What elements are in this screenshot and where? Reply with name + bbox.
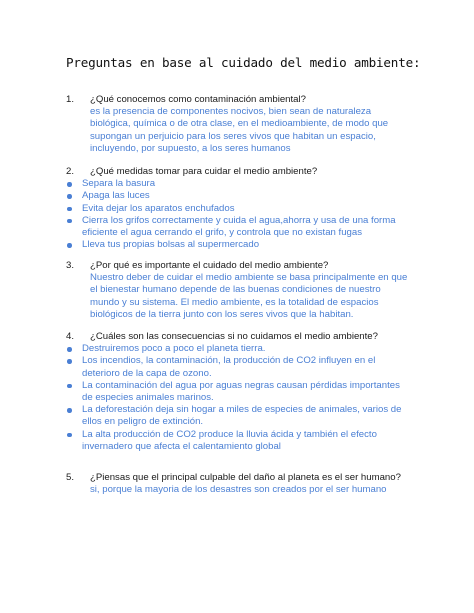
bullet-item (66, 404, 426, 428)
bullet-line: invernadero que afecta el calentamiento global (82, 440, 281, 452)
question-number: 1. (66, 94, 75, 105)
question-text: ¿Por qué es importante el cuidado del medio ambiente? (90, 260, 329, 271)
question-row (66, 94, 426, 106)
question-text: ¿Qué medidas tomar para cuidar el medio ambiente? (90, 166, 318, 177)
bullet-item (66, 380, 426, 404)
bullet-item (66, 178, 426, 190)
question-block-3 (66, 260, 426, 321)
answer-line: si, porque la mayoria de los desastres son creados por el ser humano (90, 484, 387, 496)
bullet-line: ellos en peligro de extinción. (82, 416, 204, 428)
answer-text (90, 484, 426, 496)
bullet-item (66, 190, 426, 202)
answer-line: mundo y su sistema. El medio ambiente, es la totalidad de espacios (90, 296, 379, 308)
question-row (66, 166, 426, 178)
bullet-item (66, 203, 426, 215)
answer-line: incluyendo, por supuesto, a los seres humanos (90, 142, 291, 154)
question-block-1 (66, 94, 426, 155)
question-block-4 (66, 331, 426, 453)
bullet-item (66, 239, 426, 251)
answer-line: el bienestar humano depende de las buenas condiciones de nuestro (90, 284, 381, 296)
bullet-line: de especies animales marinos. (82, 392, 214, 404)
answer-text (90, 272, 426, 321)
bullet-line: Evita dejar los aparatos enchufados (82, 202, 235, 214)
question-block-2 (66, 166, 426, 251)
answer-line: Nuestro deber de cuidar el medio ambiente se basa principalmente en que (90, 272, 408, 284)
bullet-line: Separa la basura (82, 178, 156, 190)
answer-text (90, 106, 426, 155)
question-block-5 (66, 472, 426, 496)
answer-line: es la presencia de componentes nocivos, bien sean de naturaleza (90, 106, 372, 118)
bullet-line: La deforestación deja sin hogar a miles de especies de animales, varios de (82, 404, 402, 416)
bullet-line: deterioro de la capa de ozono. (82, 367, 212, 379)
question-row (66, 331, 426, 343)
question-text: ¿Piensas que el principal culpable del daño al planeta es el ser humano? (90, 472, 401, 483)
bullet-line: Lleva tus propias bolsas al supermercado (82, 239, 260, 251)
bullet-line: La contaminación del agua por aguas negras causan pérdidas importantes (82, 379, 400, 391)
bullet-item (66, 355, 426, 379)
question-row (66, 260, 426, 272)
question-number: 2. (66, 166, 75, 177)
answer-line: supongan un perjuicio para los seres vivos que habitan un espacio, (90, 130, 376, 142)
bullet-line: Destruiremos poco a poco el planeta tierra. (82, 343, 266, 355)
question-text: ¿Cuáles son las consecuencias si no cuidamos el medio ambiente? (90, 331, 378, 342)
question-number: 5. (66, 472, 75, 483)
question-text: ¿Qué conocemos como contaminación ambiental? (90, 94, 306, 105)
bullet-line: Los incendios, la contaminación, la producción de CO2 influyen en el (82, 355, 376, 367)
question-number: 4. (66, 331, 75, 342)
document-title: Preguntas en base al cuidado del medio ambiente: (66, 55, 421, 70)
answer-line: biológica, química o de otra clase, en el medioambiente, de modo que (90, 118, 389, 130)
answer-line: biológicos de la tierra junto con los seres vivos que la habitan. (90, 308, 354, 320)
answer-bullet-list (66, 343, 426, 453)
answer-bullet-list (66, 178, 426, 251)
bullet-line: eficiente el agua cerrando el grifo, y controla que no existan fugas (82, 227, 362, 239)
bullet-item (66, 343, 426, 355)
bullet-item (66, 215, 426, 239)
bullet-item (66, 429, 426, 453)
question-number: 3. (66, 260, 75, 271)
question-row (66, 472, 426, 484)
bullet-line: Apaga las luces (82, 190, 150, 202)
bullet-line: Cierra los grifos correctamente y cuida el agua,ahorra y usa de una forma (82, 214, 396, 226)
bullet-line: La alta producción de CO2 produce la lluvia ácida y también el efecto (82, 428, 377, 440)
